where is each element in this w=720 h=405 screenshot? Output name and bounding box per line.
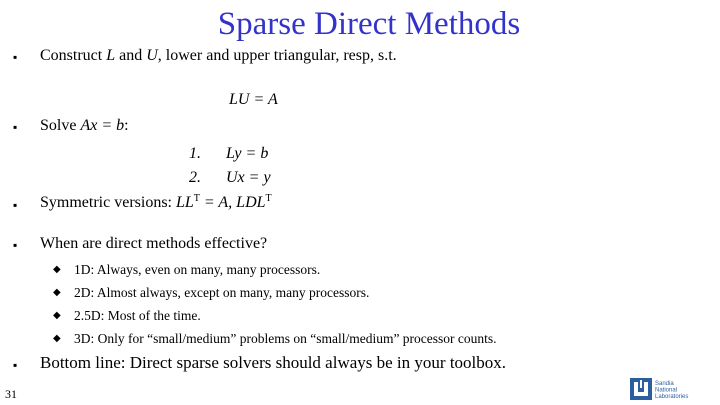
when-line: When are direct methods effective? [40,235,268,252]
symmetric-line [40,193,272,213]
construct-u: U [146,47,158,64]
solve-colon: : [124,117,129,134]
symmetric-sup1: T [193,193,200,204]
symmetric-mid: = A, [199,194,237,211]
square-bullet-icon: ▪ [13,238,18,252]
diamond-bullet-icon: ◆ [53,287,61,298]
sandia-thunderbird-icon [630,378,710,400]
step-equation: Ux = y [226,169,271,186]
diamond-bullet-icon: ◆ [53,310,61,321]
sub-item: 3D: Only for “small/medium” problems on “small/medium” processor counts. [74,331,497,346]
solve-eq: Ax = b [80,117,125,134]
diamond-bullet-icon: ◆ [53,264,61,275]
step-number: 2. [189,169,201,186]
sub-item: 1D: Always, even on many, many processors. [74,262,321,277]
square-bullet-icon: ▪ [13,358,18,372]
sandia-logo [630,378,710,400]
construct-line [40,46,397,66]
construct-rest: , lower and upper triangular, resp, s.t. [157,47,397,64]
logo-text-sandia: Sandia [655,381,674,387]
solve-pre: Solve [40,117,81,134]
symmetric-ldl: LDL [236,194,266,211]
page-number: 31 [5,387,17,401]
square-bullet-icon: ▪ [13,50,18,64]
page-title: Sparse Direct Methods [217,6,521,42]
lu-equation: LU = A [229,91,278,108]
sub-item: 2.5D: Most of the time. [74,308,201,323]
square-bullet-icon: ▪ [13,198,18,212]
square-bullet-icon: ▪ [13,120,18,134]
step-equation: Ly = b [226,145,269,162]
construct-and: and [115,47,147,64]
symmetric-sup2: T [265,193,272,204]
step-number: 1. [189,145,201,162]
symmetric-pre: Symmetric versions: [40,194,176,211]
bottom-line: Bottom line: Direct sparse solvers should always be in your toolbox. [40,353,507,372]
construct-pre: Construct [40,47,107,64]
diamond-bullet-icon: ◆ [53,333,61,344]
solve-line [40,116,129,136]
logo-text-laboratories: Laboratories [655,394,689,400]
sub-item: 2D: Almost always, except on many, many processors. [74,285,370,300]
logo-text-national: National [655,387,678,394]
construct-l: L [106,47,116,64]
symmetric-ll: LL [175,194,194,211]
